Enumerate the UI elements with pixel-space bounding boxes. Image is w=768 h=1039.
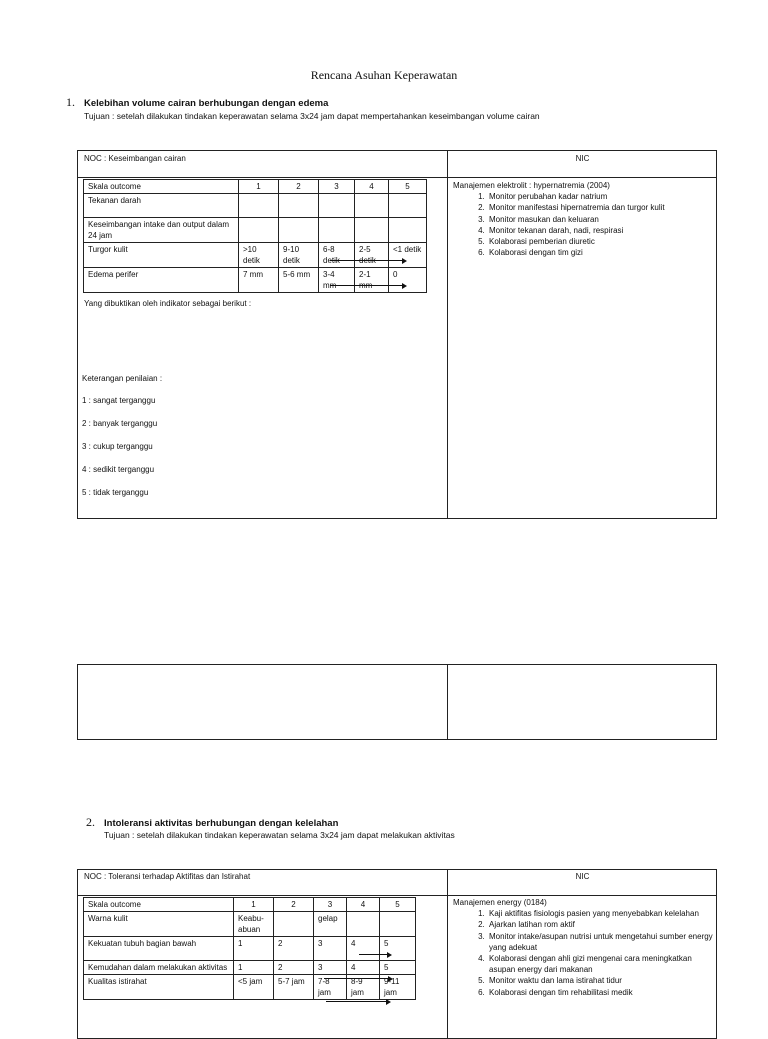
section-2-number: 2. — [86, 815, 95, 829]
table-cell: Warna kulit — [84, 912, 234, 937]
table-cell: 3-4 mm — [319, 268, 355, 293]
list-item: 4. Monitor tekanan darah, nadi, respirasi — [487, 225, 715, 236]
table-cell: Turgor kulit — [84, 243, 239, 268]
header-cell: 4 — [347, 898, 380, 912]
table-cell — [389, 194, 427, 218]
table-cell: >10 detik — [239, 243, 279, 268]
table-cell — [389, 218, 427, 243]
table-cell: 9-10 detik — [279, 243, 319, 268]
table-cell: 0 — [389, 268, 427, 293]
nic-interventions-1 — [453, 180, 715, 258]
table-row — [84, 912, 416, 937]
table-cell: Tekanan darah — [84, 194, 239, 218]
evidence-label: Yang dibuktikan oleh indikator sebagai berikut : — [84, 299, 252, 308]
list-item: 1. Kaji aktifitas fisiologis pasien yang menyebabkan kelelahan — [487, 908, 715, 919]
table-cell: 5-7 jam — [274, 975, 314, 1000]
table-cell: <5 jam — [234, 975, 274, 1000]
table-cell: 7 mm — [239, 268, 279, 293]
list-item: 6. Kolaborasi dengan tim gizi — [487, 247, 715, 258]
table-cell: 6-8 detik — [319, 243, 355, 268]
header-cell: 2 — [274, 898, 314, 912]
list-item: 6. Kolaborasi dengan tim rehabilitasi medik — [487, 987, 715, 998]
nic-heading: Manajemen energy (0184) — [453, 898, 547, 907]
section-1-title: Kelebihan volume cairan berhubungan dengan edema — [84, 98, 329, 109]
table-cell: 2-5 detik — [355, 243, 389, 268]
table-cell — [274, 912, 314, 937]
list-item: 5. Monitor waktu dan lama istirahat tidur — [487, 975, 715, 986]
outcome-scale-table-1 — [83, 179, 427, 293]
header-divider — [78, 895, 716, 896]
table-cell — [380, 912, 416, 937]
nic-list — [453, 908, 715, 998]
table-cell: <1 detik — [389, 243, 427, 268]
table-cell: Edema perifer — [84, 268, 239, 293]
table-cell — [319, 218, 355, 243]
progress-arrow — [324, 978, 390, 979]
list-item: 3. Monitor intake/asupan nutrisi untuk mengetahui sumber energy yang adekuat — [487, 931, 715, 953]
table-cell: Kualitas istirahat — [84, 975, 234, 1000]
section-2-goal: Tujuan : setelah dilakukan tindakan keperawatan selama 3x24 jam dapat melakukan aktivitas — [104, 830, 455, 840]
table-row — [84, 218, 427, 243]
table-cell: 4 — [347, 961, 380, 975]
list-item: 2. Ajarkan latihan rom aktif — [487, 919, 715, 930]
table-cell — [355, 194, 389, 218]
table-header-row — [84, 180, 427, 194]
table-cell — [239, 218, 279, 243]
table-cell — [239, 194, 279, 218]
table-cell: gelap — [314, 912, 347, 937]
nic-interventions-2 — [453, 897, 715, 998]
table-cell: 3 — [314, 961, 347, 975]
header-cell: 4 — [355, 180, 389, 194]
nic-title: NIC — [575, 872, 590, 881]
column-divider — [447, 665, 448, 739]
table-cell: 2 — [274, 961, 314, 975]
empty-table-box — [77, 664, 717, 740]
nic-list — [453, 191, 715, 258]
table-cell: 3 — [314, 937, 347, 961]
table-cell: 5 — [380, 937, 416, 961]
header-cell: 5 — [380, 898, 416, 912]
list-item: 3. Monitor masukan dan keluaran — [487, 214, 715, 225]
section-2-care-plan-table — [77, 869, 717, 1039]
legend-item: 1 : sangat terganggu — [82, 396, 156, 405]
table-cell — [355, 218, 389, 243]
list-item: 5. Kolaborasi pemberian diuretic — [487, 236, 715, 247]
table-cell — [279, 218, 319, 243]
table-cell: 4 — [347, 937, 380, 961]
table-cell — [279, 194, 319, 218]
nic-heading: Manajemen elektrolit : hypernatremia (2004) — [453, 181, 610, 190]
header-cell: 2 — [279, 180, 319, 194]
section-2-heading — [86, 815, 338, 830]
progress-arrow — [330, 285, 404, 286]
header-cell: Skala outcome — [84, 898, 234, 912]
table-cell: 9-11 jam — [380, 975, 416, 1000]
outcome-scale-table-2 — [83, 897, 416, 1000]
table-row — [84, 937, 416, 961]
table-cell: 7-8 jam — [314, 975, 347, 1000]
list-item: 1. Monitor perubahan kadar natrium — [487, 191, 715, 202]
table-row — [84, 961, 416, 975]
table-cell: 2-1 mm — [355, 268, 389, 293]
header-cell: Skala outcome — [84, 180, 239, 194]
header-cell: 5 — [389, 180, 427, 194]
section-1-number: 1. — [66, 95, 75, 109]
legend-item: 4 : sedikit terganggu — [82, 465, 155, 474]
table-cell — [347, 912, 380, 937]
table-row — [84, 243, 427, 268]
table-cell: 5-6 mm — [279, 268, 319, 293]
table-cell: 1 — [234, 961, 274, 975]
column-divider — [447, 151, 448, 518]
table-header-row — [84, 898, 416, 912]
table-cell: 1 — [234, 937, 274, 961]
table-cell: Keseimbangan intake dan output dalam 24 jam — [84, 218, 239, 243]
nic-title: NIC — [575, 154, 590, 163]
noc-title: NOC : Keseimbangan cairan — [84, 154, 186, 163]
table-cell: 5 — [380, 961, 416, 975]
section-1-heading — [66, 95, 328, 110]
header-cell: 1 — [239, 180, 279, 194]
header-cell: 3 — [319, 180, 355, 194]
table-row — [84, 268, 427, 293]
header-divider — [78, 177, 716, 178]
progress-arrow — [330, 260, 404, 261]
assessment-legend — [82, 374, 162, 497]
document-title: Rencana Asuhan Keperawatan — [310, 68, 458, 82]
list-item: 2. Monitor manifestasi hipernatremia dan turgor kulit — [487, 202, 715, 213]
table-row — [84, 194, 427, 218]
legend-item: 3 : cukup terganggu — [82, 442, 153, 451]
table-cell — [319, 194, 355, 218]
header-cell: 1 — [234, 898, 274, 912]
progress-arrow — [326, 1001, 388, 1002]
table-cell: 8-9 jam — [347, 975, 380, 1000]
legend-item: 5 : tidak terganggu — [82, 488, 149, 497]
list-item: 4. Kolaborasi dengan ahli gizi mengenai cara meningkatkan asupan energy dari makanan — [487, 953, 715, 975]
section-1-care-plan-table — [77, 150, 717, 519]
table-cell: Keabu-abuan — [234, 912, 274, 937]
table-cell: 2 — [274, 937, 314, 961]
table-cell: Kekuatan tubuh bagian bawah — [84, 937, 234, 961]
header-cell: 3 — [314, 898, 347, 912]
section-2-title: Intoleransi aktivitas berhubungan dengan kelelahan — [104, 818, 339, 829]
legend-title: Keterangan penilaian : — [82, 374, 163, 383]
legend-item: 2 : banyak terganggu — [82, 419, 158, 428]
table-cell: Kemudahan dalam melakukan aktivitas — [84, 961, 234, 975]
noc-title: NOC : Toleransi terhadap Aktifitas dan Istirahat — [84, 872, 251, 881]
progress-arrow — [359, 954, 389, 955]
section-1-goal: Tujuan : setelah dilakukan tindakan keperawatan selama 3x24 jam dapat mempertahankan keseimbangan volume cairan — [84, 111, 540, 121]
